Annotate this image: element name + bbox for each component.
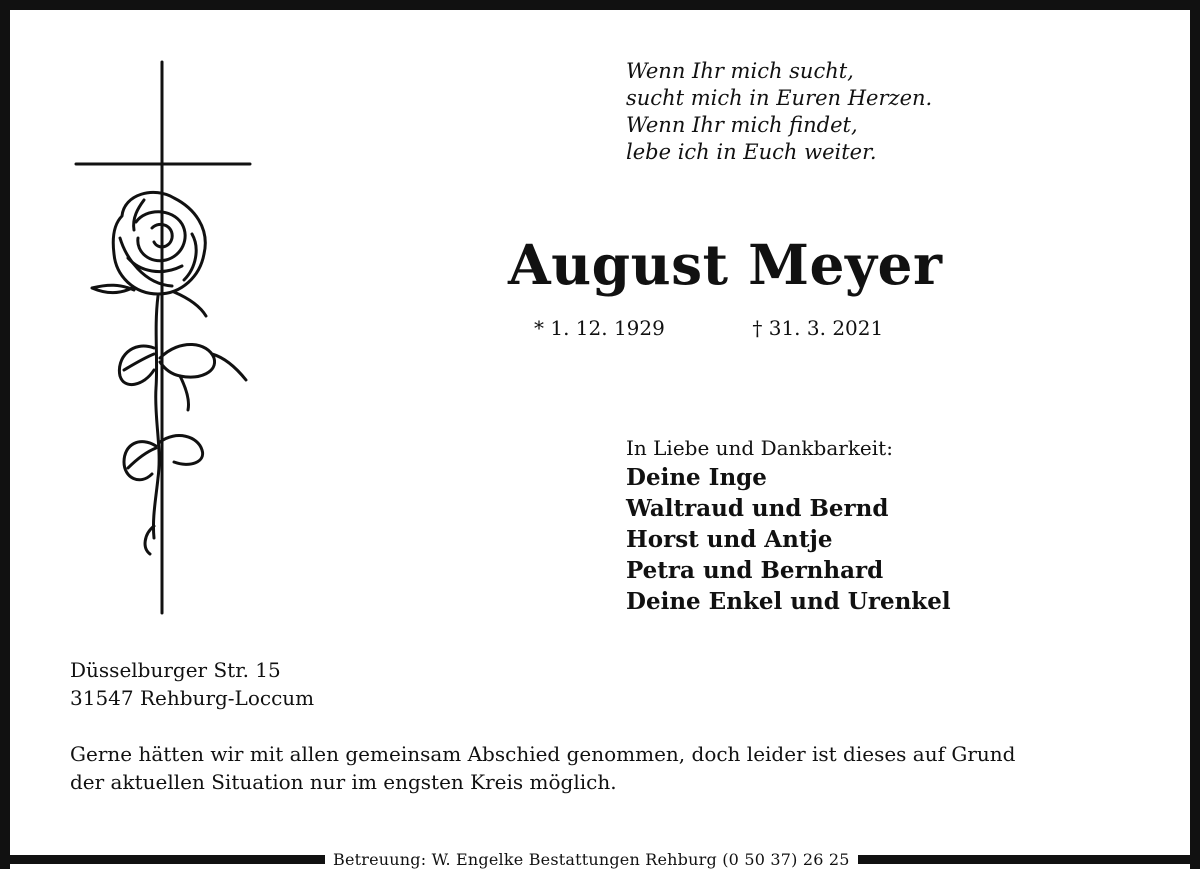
- mourners-block: [626, 434, 1026, 617]
- mourner-name: Petra und Bernhard: [626, 557, 884, 584]
- life-dates: [534, 315, 954, 341]
- mourner-name: Waltraud und Bernd: [626, 495, 889, 522]
- birth-date: * 1. 12. 1929: [534, 316, 665, 340]
- deceased-name: August Meyer: [508, 232, 943, 297]
- address-street: Düsselburger Str. 15: [70, 658, 281, 682]
- footer-bar: [0, 850, 1200, 869]
- cross-with-rose-icon: [62, 58, 262, 618]
- mourner-name: Deine Enkel und Urenkel: [626, 588, 951, 615]
- poem-line: Wenn Ihr mich findet,: [626, 113, 858, 137]
- footer-rule-right: [858, 855, 1200, 864]
- poem: [626, 58, 986, 166]
- farewell-notice: [70, 740, 1150, 796]
- mourner-name: Horst und Antje: [626, 526, 833, 553]
- death-date: † 31. 3. 2021: [752, 316, 884, 340]
- footer-rule-left: [0, 855, 325, 864]
- funeral-home-credit: Betreuung: W. Engelke Bestattungen Rehburg (0 50 37) 26 25: [333, 850, 850, 869]
- poem-line: lebe ich in Euch weiter.: [626, 140, 877, 164]
- notice-line: Gerne hätten wir mit allen gemeinsam Abschied genommen, doch leider ist dieses auf Grund: [70, 742, 1016, 766]
- address-city: 31547 Rehburg-Loccum: [70, 686, 315, 710]
- notice-line: der aktuellen Situation nur im engsten Kreis möglich.: [70, 770, 617, 794]
- address: [70, 656, 470, 712]
- poem-line: Wenn Ihr mich sucht,: [626, 59, 854, 83]
- poem-line: sucht mich in Euren Herzen.: [626, 86, 933, 110]
- mourners-intro: In Liebe und Dankbarkeit:: [626, 436, 893, 460]
- mourner-name: Deine Inge: [626, 464, 767, 491]
